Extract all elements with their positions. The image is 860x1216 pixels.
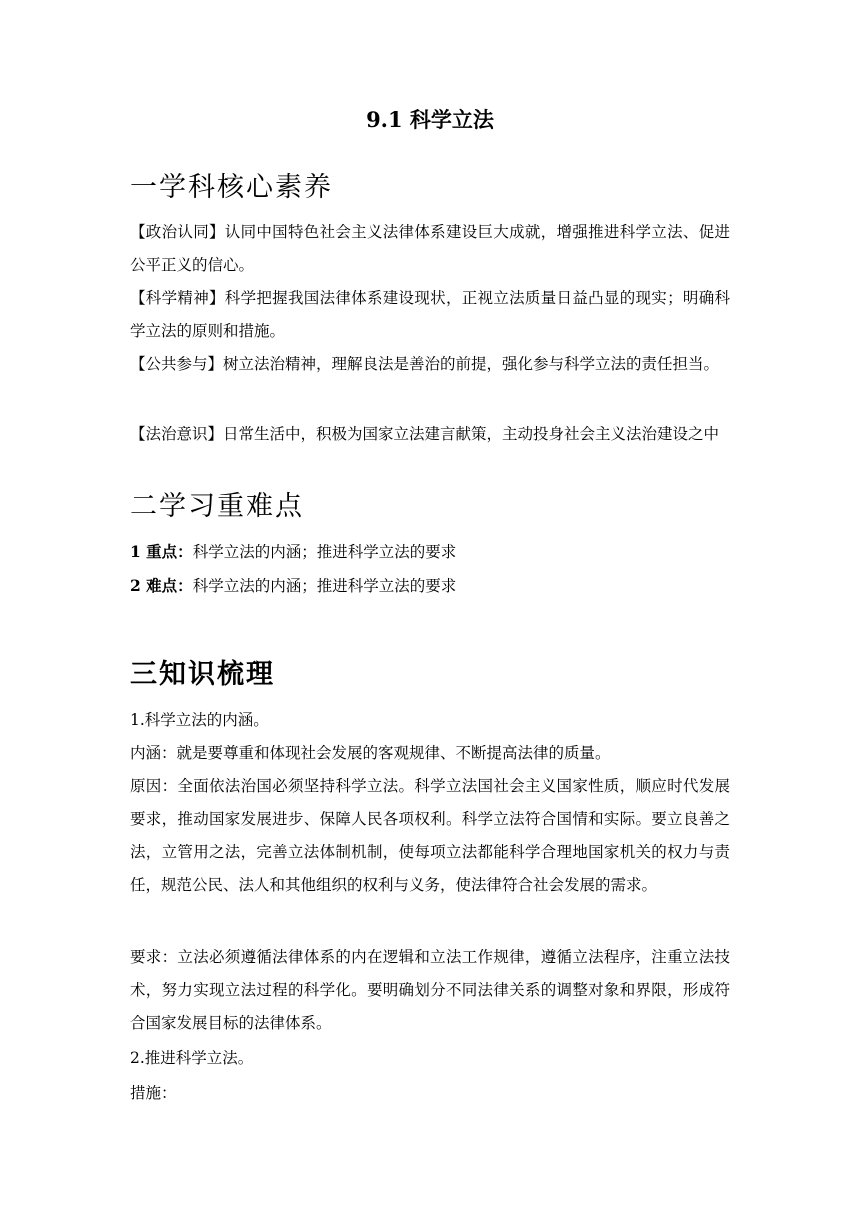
key-point-text: 科学立法的内涵；推进科学立法的要求 [192,543,457,561]
knowledge-requirement: 要求：立法必须遵循法律体系的内在逻辑和立法工作规律，遵循立法程序，注重立法技术，努力实现立法过程的科学化。要明确划分不同法律关系的调整对象和界限，形成符合国家发展目标的法律体系。 [130,948,730,1032]
difficult-point-line [130,569,456,603]
section-heading-knowledge: 三知识梳理 [130,659,275,690]
key-point-label: 1 重点： [130,542,193,561]
section-heading-key-points: 二学习重难点 [130,491,304,522]
document-title: 9.1 科学立法 [366,107,494,132]
knowledge-point-2: 2.推进科学立法。 [130,1049,254,1067]
section-heading-core-literacy: 一学科核心素养 [130,172,333,203]
knowledge-reason: 原因：全面依法治国必须坚持科学立法。科学立法国社会主义国家性质，顺应时代发展要求，推动国家发展进步、保障人民各项权利。科学立法符合国情和实际。要立良善之法，立管用之法，完善立法体制机制，使每项立法都能科学合理地国家机关的权力与责任，规范公民、法人和其他组织的权利与义务，使法律符合社会发展的需求。 [130,777,730,894]
core-literacy-law: 【法治意识】日常生活中，积极为国家立法建言献策，主动投身社会主义法治建设之中 [130,425,720,443]
difficult-point-label: 2 难点： [130,576,193,595]
core-literacy-political: 【政治认同】认同中国特色社会主义法律体系建设巨大成就，增强推进科学立法、促进公平正义的信心。 [130,223,730,274]
knowledge-point-1: 1.科学立法的内涵。 [130,711,269,729]
key-point-line [130,535,456,569]
core-literacy-science: 【科学精神】科学把握我国法律体系建设现状，正视立法质量日益凸显的现实；明确科学立法的原则和措施。 [130,289,730,340]
difficult-point-text: 科学立法的内涵；推进科学立法的要求 [192,577,457,595]
core-literacy-public: 【公共参与】树立法治精神，理解良法是善治的前提，强化参与科学立法的责任担当。 [130,355,720,373]
knowledge-measures: 措施： [130,1084,177,1102]
knowledge-meaning: 内涵：就是要尊重和体现社会发展的客观规律、不断提高法律的质量。 [130,744,611,762]
